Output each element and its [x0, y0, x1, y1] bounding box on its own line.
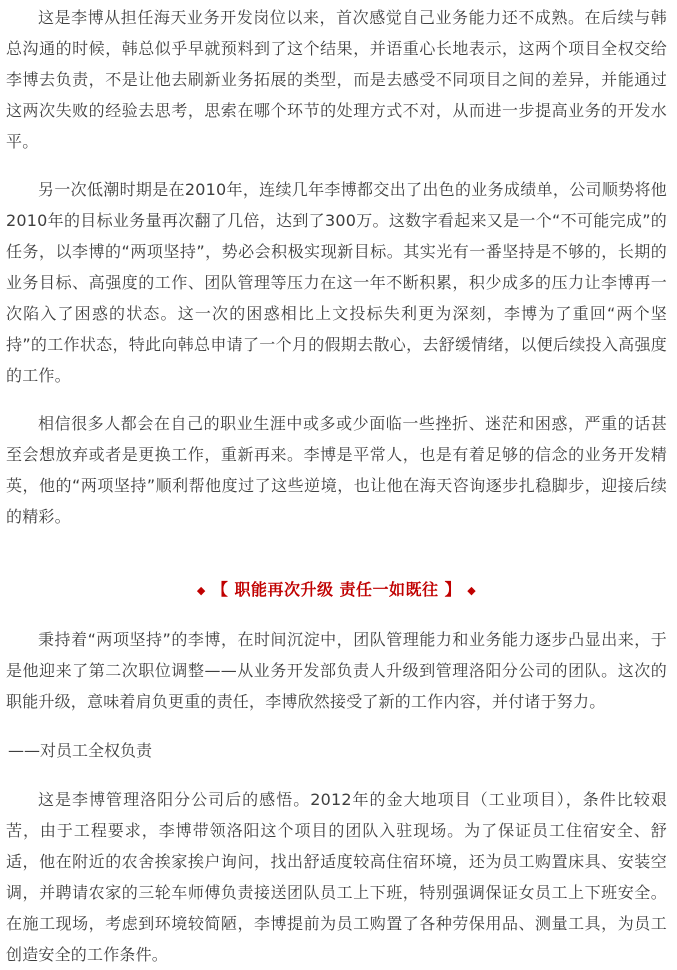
paragraph-3: 相信很多人都会在自己的职业生涯中或多或少面临一些挫折、迷茫和困惑，严重的话甚至会想放弃或者是更换工作，重新再来。李博是平常人，也是有着足够的信念的业务开发精英，他的“两项坚持”顺利帮他度过了这些逆境，也让他在海天咨询逐步扎稳脚步，迎接后续的精彩。: [6, 414, 667, 526]
paragraph-2: 另一次低潮时期是在2010年，连续几年李博都交出了出色的业务成绩单，公司顺势将他2010年的目标业务量再次翻了几倍，达到了300万。这数字看起来又是一个“不可能完成”的任务，以李博的“两项坚持”，势必会积极实现新目标。其实光有一番坚持是不够的，长期的业务目标、高强度的工作、团队管理等压力在这一年不断积累，积少成多的压力让李博再一次陷入了困惑的状态。这一次的困惑相比上文投标失利更为深刻，李博为了重回“两个坚持”的工作状态，特此向韩总申请了一个月的假期去散心，去舒缓情绪，以便后续投入高强度的工作。: [6, 180, 667, 385]
paragraph-1: 这是李博从担任海天业务开发岗位以来，首次感觉自己业务能力还不成熟。在后续与韩总沟通的时候，韩总似乎早就预料到了这个结果，并语重心长地表示，这两个项目全权交给李博去负责，不是让他去刷新业务拓展的类型，而是去感受不同项目之间的差异，并能通过这两次失败的经验去思考，思索在哪个环节的处理方式不对，从而进一步提高业务的开发水平。: [6, 8, 667, 151]
section-heading: [6, 574, 667, 606]
diamond-right-icon: ◆: [467, 584, 477, 597]
last-paragraph: 这是李博管理洛阳分公司后的感悟。2012年的金大地项目（工业项目），条件比较艰苦，由于工程要求，李博带领洛阳这个项目的团队入驻现场。为了保证员工住宿安全、舒适，他在附近的农舍挨家挨户询问，找出舒适度较高住宿环境，还为员工购置床具、安装空调，并聘请农家的三轮车师傅负责接送团队员工上下班，特别强调保证女员工上下班安全。在施工现场，考虑到环境较简陋，李博提前为员工购置了各种劳保用品、测量工具，为员工创造安全的工作条件。: [6, 790, 667, 964]
section-heading-text: 【 职能再次升级 责任一如既往 】: [211, 580, 462, 599]
section-paragraph: 秉持着“两项坚持”的李博，在时间沉淀中，团队管理能力和业务能力逐步凸显出来，于是他迎来了第二次职位调整——从业务开发部负责人升级到管理洛阳分公司的团队。这次的职能升级，意味着肩负更重的责任，李博欣然接受了新的工作内容，并付诸于努力。: [6, 630, 667, 711]
diamond-left-icon: ◆: [196, 584, 206, 597]
sub-heading: ——对员工全权负责: [8, 741, 153, 760]
